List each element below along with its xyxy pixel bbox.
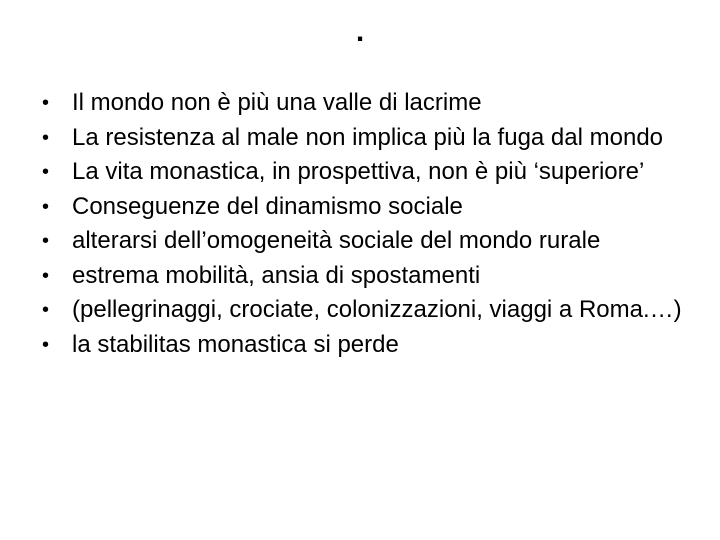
list-item xyxy=(42,121,682,156)
bullet-icon: • xyxy=(42,264,50,287)
bullet-icon: • xyxy=(42,126,50,149)
bullet-text: La resistenza al male non implica più la fuga dal mondo xyxy=(72,123,664,151)
bullet-text: La vita monastica, in prospettiva, non è più ‘superiore’ xyxy=(72,158,645,185)
bullet-icon: • xyxy=(42,299,50,321)
bullet-text: estrema mobilità, ansia di spostamenti xyxy=(72,261,481,289)
bullet-text: Il mondo non è più una valle di lacrime xyxy=(72,89,482,116)
bullet-icon: • xyxy=(42,195,50,218)
list-item xyxy=(42,293,682,328)
bullet-icon: • xyxy=(42,161,50,183)
list-item xyxy=(42,224,682,259)
bullet-text: Conseguenze del dinamismo sociale xyxy=(72,192,463,220)
bullet-icon: • xyxy=(42,230,50,252)
list-item xyxy=(42,328,682,363)
bullet-text: la stabilitas monastica si perde xyxy=(72,330,399,358)
bullet-text: alterarsi dell’omogeneità sociale del mondo rurale xyxy=(72,227,601,254)
bullet-text: (pellegrinaggi, crociate, colonizzazioni, viaggi a Roma.…) xyxy=(72,296,682,323)
list-item xyxy=(42,259,682,294)
list-item xyxy=(42,190,682,225)
slide-title: . xyxy=(355,15,365,48)
bullet-icon: • xyxy=(42,333,50,356)
bullet-icon: • xyxy=(42,92,50,114)
list-item xyxy=(42,155,682,190)
list-item xyxy=(42,86,682,121)
bullet-list xyxy=(42,86,682,362)
